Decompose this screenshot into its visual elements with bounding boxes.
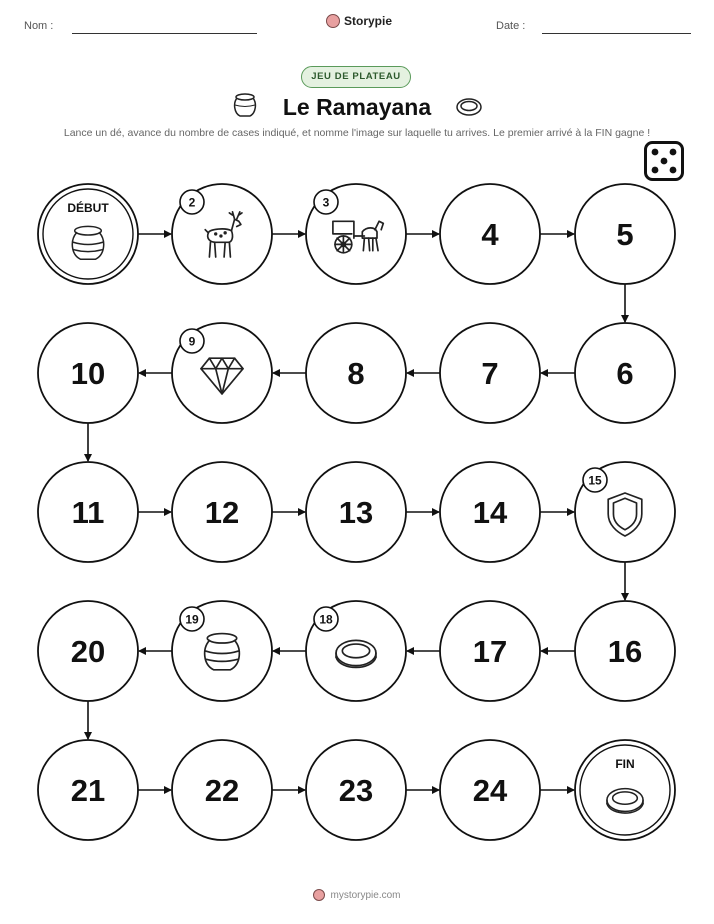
cell-number: 17 [472, 634, 508, 669]
cell-number: 3 [322, 195, 330, 210]
date-label: Date : [496, 20, 526, 32]
cell-number: 6 [616, 356, 634, 391]
cell-number: 24 [472, 773, 508, 808]
footer-url[interactable]: mystorypie.com [330, 889, 401, 901]
cell-number: 11 [71, 495, 105, 530]
end-label: FIN [615, 757, 635, 771]
cell-number: 10 [70, 356, 106, 391]
cell-number: 23 [338, 773, 374, 808]
name-label: Nom : [24, 20, 54, 32]
start-label: DÉBUT [67, 201, 109, 215]
brand-label: Storypie [344, 14, 393, 28]
cell-number: 5 [616, 217, 634, 252]
cell-number: 15 [588, 473, 602, 488]
cell-number: 21 [70, 773, 106, 808]
board-cell-1[interactable] [38, 184, 138, 284]
mascot-icon [313, 889, 325, 901]
cell-number: 16 [607, 634, 643, 669]
cell-number: 8 [347, 356, 365, 391]
cell-number: 18 [319, 612, 333, 627]
game-type-badge: JEU DE PLATEAU [301, 66, 411, 88]
page-title: Le Ramayana [282, 94, 432, 120]
cell-number: 13 [338, 495, 374, 530]
cell-number: 7 [481, 356, 499, 391]
cell-number: 4 [481, 217, 499, 252]
cell-number: 12 [204, 495, 240, 530]
cell-number: 14 [472, 495, 508, 530]
instructions: Lance un dé, avance du nombre de cases indiqué, et nomme l'image sur laquelle tu arrives. Le premier arrivé à la FIN gagne ! [63, 127, 651, 139]
cell-number: 20 [70, 634, 106, 669]
cell-number: 22 [204, 773, 240, 808]
cell-number: 19 [185, 612, 199, 627]
board-cell-25[interactable] [575, 740, 675, 840]
cell-number: 2 [188, 195, 196, 210]
cell-number: 9 [188, 334, 196, 349]
footer [0, 889, 714, 901]
